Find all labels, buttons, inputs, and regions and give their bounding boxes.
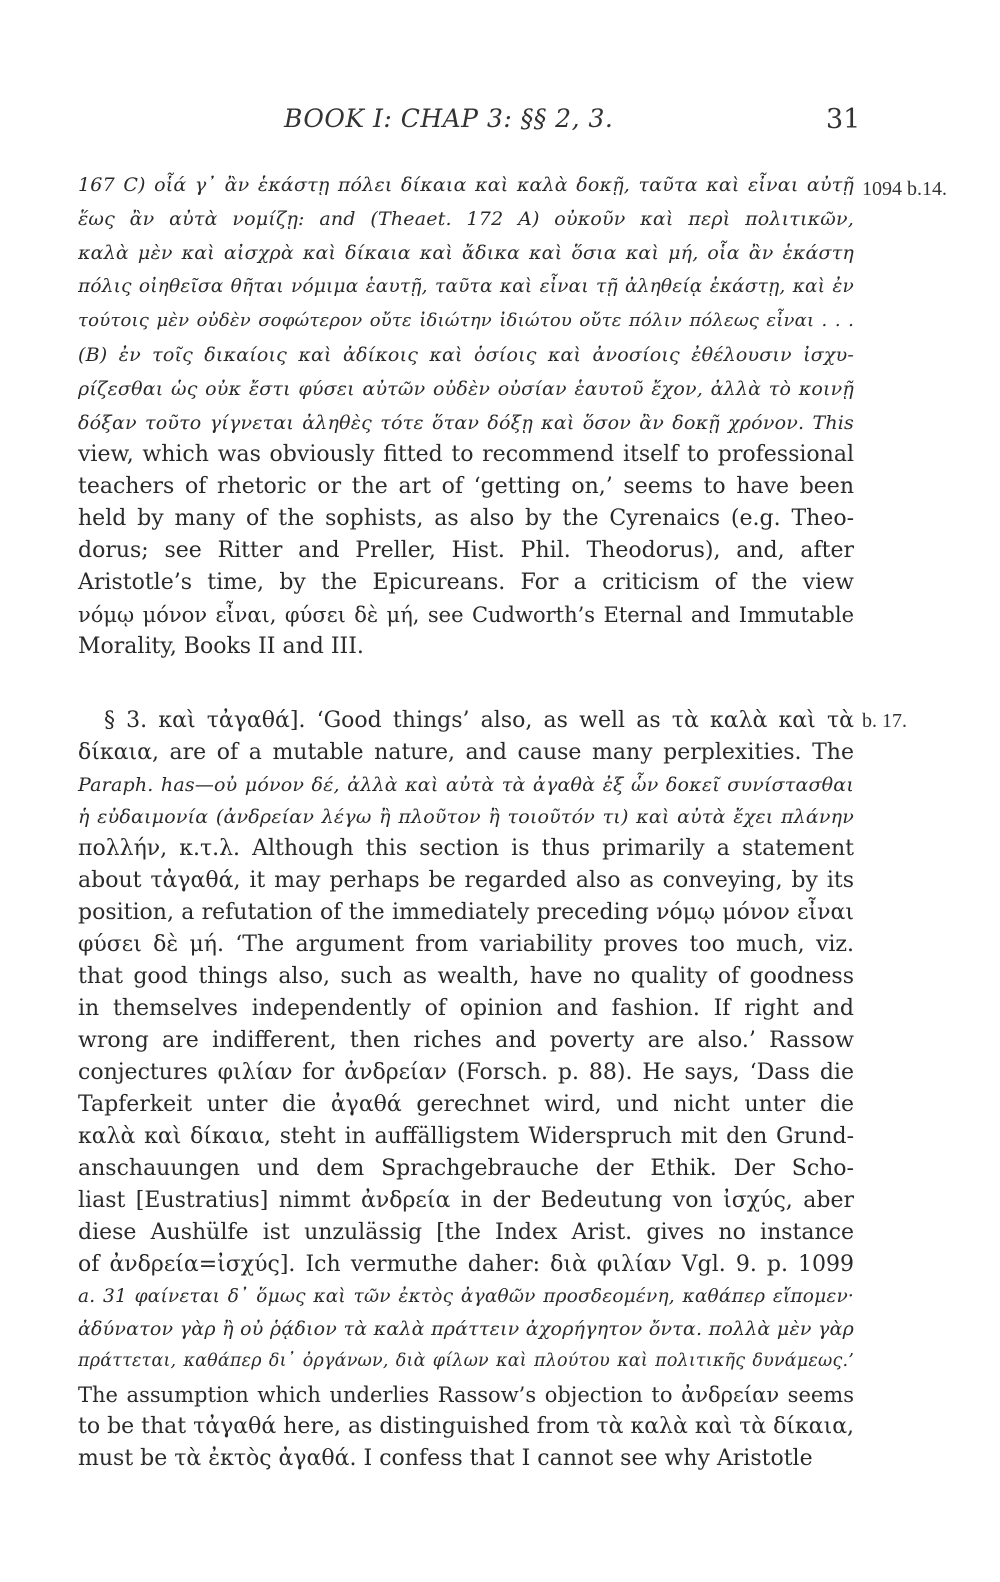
text-line: τούτοις μὲν οὐδὲν σοφώτερον οὔτε ἰδιώτην ἰδιώτου οὔτε πόλιν πόλεως εἶναι . . . (78, 310, 854, 331)
text-line: πράττεται, καθάπερ δι᾽ ὀργάνων, διὰ φίλων καὶ πλούτου καὶ πολιτικῆς δυνάμεως.’ (78, 1351, 854, 1371)
text-line: about τἀγαθά, it may perhaps be regarded also as conveying, by its (78, 868, 854, 893)
text-line: νόμῳ μόνον εἶναι, φύσει δὲ μή, see Cudworth’s Eternal and Immutable (78, 603, 854, 627)
text-line: held by many of the sophists, as also by the Cyrenaics (e.g. Theo- (78, 506, 854, 531)
margin-note: b. 17. (862, 710, 907, 732)
text-line: δίκαια, are of a mutable nature, and cause many perplexities. The (78, 740, 854, 765)
text-line: ἕως ἂν αὐτὰ νομίζῃ: and (Theaet. 172 A) οὐκοῦν καὶ περὶ πολιτικῶν, (78, 208, 854, 230)
text-line: of ἀνδρεία=ἰσχύς]. Ich vermuthe daher: διὰ φιλίαν Vgl. 9. p. 1099 (78, 1252, 854, 1277)
text-line: wrong are indifferent, then riches and poverty are also.’ Rassow (78, 1028, 854, 1053)
text-line: Paraph. has—οὐ μόνον δέ, ἀλλὰ καὶ αὐτὰ τὰ ἀγαθὰ ἐξ ὧν δοκεῖ συνίστασθαι (78, 774, 854, 796)
text-line: must be τὰ ἐκτὸς ἀγαθά. I confess that I cannot see why Aristotle (78, 1446, 813, 1471)
text-line: a. 31 φαίνεται δ᾽ ὅμως καὶ τῶν ἐκτὸς ἀγαθῶν προσδεομένη, καθάπερ εἴπομεν· (78, 1286, 854, 1307)
text-line: in themselves independently of opinion and fashion. If right and (78, 996, 854, 1021)
text-line: ἀδύνατον γὰρ ἢ οὐ ῥᾴδιον τὰ καλὰ πράττειν ἀχορήγητον ὄντα. πολλὰ μὲν γὰρ (78, 1318, 854, 1340)
text-line: πόλις οἰηθεῖσα θῆται νόμιμα ἑαυτῇ, ταῦτα καὶ εἶναι τῇ ἀληθείᾳ ἑκάστῃ, καὶ ἐν (78, 276, 854, 297)
text-line: § 3. καὶ τἀγαθά]. ‘Good things’ also, as well as τὰ καλὰ καὶ τὰ (104, 708, 854, 733)
text-line: Aristotle’s time, by the Epicureans. For a criticism of the view (78, 570, 854, 595)
text-line: to be that τἀγαθά here, as distinguished from τὰ καλὰ καὶ τὰ δίκαια, (78, 1414, 855, 1439)
text-line: teachers of rhetoric or the art of ‘getting on,’ seems to have been (78, 474, 854, 499)
text-line: καλὰ καὶ δίκαια, steht in auffälligstem Widerspruch mit den Grund- (78, 1124, 854, 1149)
text-line: position, a refutation of the immediately preceding νόμῳ μόνον εἶναι (78, 900, 854, 925)
text-line: φύσει δὲ μή. ‘The argument from variability proves too much, viz. (78, 932, 854, 957)
text-line: diese Aushülfe ist unzulässig [the Index Arist. gives no instance (78, 1220, 854, 1245)
page-number: 31 (826, 104, 861, 135)
running-title: BOOK I: CHAP 3: §§ 2, 3. (284, 104, 614, 133)
text-line: καλὰ μὲν καὶ αἰσχρὰ καὶ δίκαια καὶ ἄδικα καὶ ὅσια καὶ μή, οἷα ἂν ἑκάστη (78, 242, 854, 264)
running-header (284, 104, 613, 133)
text-line: πολλήν, κ.τ.λ. Although this section is thus primarily a statement (78, 836, 854, 861)
text-line: anschauungen und dem Sprachgebrauche der Ethik. Der Scho- (78, 1156, 854, 1181)
text-line: liast [Eustratius] nimmt ἀνδρεία in der Bedeutung von ἰσχύς, aber (78, 1188, 854, 1213)
text-line: (B) ἐν τοῖς δικαίοις καὶ ἀδίκοις καὶ ὁσίοις καὶ ἀνοσίοις ἐθέλουσιν ἰσχυ- (78, 344, 854, 366)
text-line: ἡ εὐδαιμονία (ἀνδρείαν λέγω ἢ πλοῦτον ἢ τοιοῦτόν τι) καὶ αὐτὰ ἔχει πλάνην (78, 806, 854, 828)
text-line: conjectures φιλίαν for ἀνδρείαν (Forsch. p. 88). He says, ‘Dass die (78, 1060, 854, 1085)
text-line: that good things also, such as wealth, have no quality of goodness (78, 964, 854, 989)
text-line: 167 C) οἷά γ᾽ ἂν ἑκάστῃ πόλει δίκαια καὶ καλὰ δοκῇ, ταῦτα καὶ εἶναι αὐτῇ (78, 174, 854, 196)
text-line: The assumption which underlies Rassow’s objection to ἀνδρείαν seems (78, 1383, 854, 1407)
margin-note: 1094 b.14. (862, 178, 947, 200)
text-line: δόξαν τοῦτο γίγνεται ἀληθὲς τότε ὅταν δόξῃ καὶ ὅσον ἂν δοκῇ χρόνον. This (78, 412, 854, 434)
text-line: Morality, Books II and III. (78, 634, 364, 659)
text-line: dorus; see Ritter and Preller, Hist. Phil. Theodorus), and, after (78, 538, 854, 563)
text-line: ρίζεσθαι ὡς οὐκ ἔστι φύσει αὐτῶν οὐδὲν οὐσίαν ἑαυτοῦ ἔχον, ἀλλὰ τὸ κοινῇ (78, 378, 854, 400)
text-line: view, which was obviously fitted to recommend itself to professional (78, 442, 854, 467)
text-line: Tapferkeit unter die ἀγαθά gerechnet wird, und nicht unter die (78, 1092, 854, 1117)
